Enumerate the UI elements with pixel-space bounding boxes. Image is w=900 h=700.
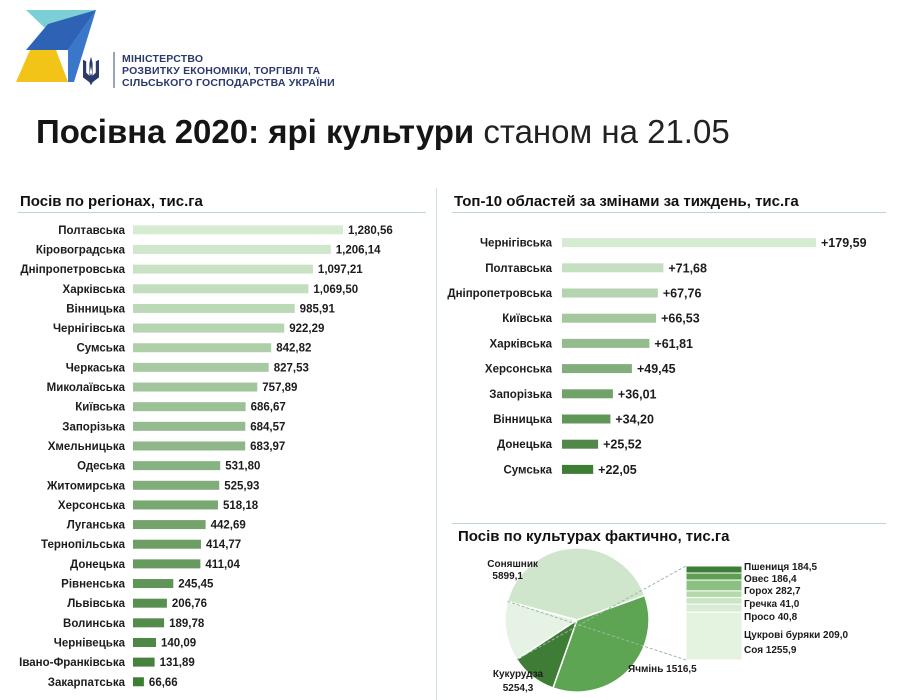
- region-bar: [133, 363, 269, 372]
- region-value-label: 827,53: [273, 362, 309, 375]
- region-label: Херсонська: [57, 499, 125, 512]
- top10-bar: [562, 364, 632, 373]
- breakdown-label: Соя 1255,9: [744, 645, 797, 656]
- region-bar: [133, 559, 200, 568]
- top10-label: Вінницька: [493, 414, 552, 426]
- region-label: Дніпропетровська: [20, 264, 125, 277]
- top10-label: Полтавська: [485, 262, 552, 275]
- top10-bar: [562, 263, 663, 272]
- breakdown-label: Овес 186,4: [744, 574, 797, 585]
- top10-value-label: +25,52: [603, 437, 642, 452]
- region-value-label: 442,69: [210, 519, 246, 532]
- region-label: Волинська: [63, 617, 125, 630]
- breakdown-segment: [686, 580, 742, 591]
- top10-bar: [562, 289, 658, 298]
- breakdown-segment: [686, 604, 742, 612]
- region-label: Одеська: [77, 460, 125, 473]
- region-value-label: 140,09: [160, 637, 197, 650]
- region-label: Чернігівська: [52, 323, 125, 336]
- top10-label: Херсонська: [484, 363, 552, 376]
- region-value-label: 1,280,56: [348, 224, 393, 237]
- region-bar: [133, 265, 313, 274]
- top10-bar: [562, 314, 656, 323]
- region-bar: [133, 402, 246, 411]
- slice-label-sunflower-name: Соняшник: [487, 559, 538, 570]
- slice-label-sunflower-value: 5899,1: [492, 571, 523, 582]
- region-label: Вінницька: [66, 303, 125, 316]
- breakdown-segment: [686, 566, 742, 573]
- top10-value-label: +67,76: [662, 286, 702, 301]
- top10-value-label: +179,59: [821, 236, 867, 251]
- region-bar: [133, 461, 220, 470]
- region-label: Київська: [75, 401, 125, 414]
- region-bar: [133, 540, 201, 549]
- breakdown-label: Просо 40,8: [744, 612, 798, 623]
- top10-value-label: +61,81: [654, 336, 694, 351]
- region-label: Хмельницька: [47, 440, 125, 453]
- region-label: Житомирська: [46, 480, 125, 493]
- breakdown-label: Гречка 41,0: [744, 599, 800, 610]
- region-label: Тернопільська: [41, 539, 125, 552]
- region-value-label: 245,45: [178, 578, 214, 591]
- region-bar: [133, 225, 343, 234]
- top10-label: Сумська: [503, 464, 552, 477]
- region-bar: [133, 618, 164, 627]
- top10-label: Чернігівська: [479, 237, 552, 250]
- region-bar: [133, 658, 155, 667]
- top10-value-label: +71,68: [668, 261, 707, 276]
- top10-value-label: +22,05: [598, 462, 637, 477]
- top10-value-label: +34,20: [615, 412, 654, 427]
- region-value-label: 985,91: [299, 303, 335, 316]
- region-label: Полтавська: [58, 224, 125, 237]
- top10-value-label: +36,01: [617, 387, 657, 402]
- top10-label: Харківська: [489, 338, 552, 351]
- region-label: Івано-Франківська: [19, 657, 125, 670]
- region-bar: [133, 422, 245, 431]
- region-bar: [133, 343, 271, 352]
- page-title-bold: Посівна 2020: ярі культури: [36, 113, 475, 150]
- ministry-line-3: СІЛЬСЬКОГО ГОСПОДАРСТВА УКРАЇНИ: [122, 77, 335, 89]
- region-bar: [133, 677, 144, 686]
- region-value-label: 684,57: [250, 421, 286, 434]
- region-label: Закарпатська: [47, 676, 125, 689]
- region-value-label: 411,04: [205, 558, 240, 571]
- region-label: Харківська: [62, 283, 125, 296]
- region-label: Рівненська: [61, 578, 125, 591]
- region-bar: [133, 441, 245, 450]
- slice-label-corn-name: Кукурудза: [492, 669, 544, 680]
- region-bar: [133, 638, 156, 647]
- crops-chart-title: Посів по культурах фактично, тис.га: [458, 528, 730, 545]
- region-value-label: 131,89: [159, 657, 195, 670]
- top10-bar: [562, 339, 649, 348]
- region-value-label: 683,97: [250, 440, 286, 453]
- top10-bar: [562, 389, 613, 398]
- region-label: Донецька: [70, 558, 125, 571]
- region-bar: [133, 481, 219, 490]
- region-value-label: 842,82: [276, 342, 312, 355]
- region-label: Запорізька: [62, 421, 125, 434]
- region-bar: [133, 245, 331, 254]
- region-bar: [133, 324, 284, 333]
- slice-label-corn-value: 5254,3: [502, 683, 534, 694]
- ministry-line-2: РОЗВИТКУ ЕКОНОМІКИ, ТОРГІВЛІ ТА: [122, 65, 321, 77]
- breakdown-label: Цукрові буряки 209,0: [744, 630, 849, 641]
- region-value-label: 531,80: [225, 460, 261, 473]
- ministry-line-1: МІНІСТЕРСТВО: [122, 53, 204, 65]
- region-value-label: 525,93: [224, 480, 260, 493]
- region-label: Львівська: [67, 598, 125, 611]
- region-value-label: 922,29: [289, 323, 325, 336]
- region-value-label: 1,069,50: [313, 283, 359, 296]
- breakdown-segment: [686, 612, 742, 660]
- breakdown-label: Горох 282,7: [744, 586, 801, 597]
- region-label: Сумська: [76, 342, 125, 355]
- slice-label-barley: Ячмінь 1516,5: [628, 664, 697, 675]
- top10-label: Дніпропетровська: [447, 288, 552, 300]
- page-title-date: станом на 21.05: [483, 113, 730, 150]
- region-value-label: 66,66: [148, 676, 178, 689]
- top10-bar: [562, 440, 598, 449]
- region-label: Луганська: [66, 519, 125, 532]
- breakdown-segment: [686, 598, 742, 605]
- region-value-label: 686,67: [250, 401, 286, 414]
- region-value-label: 206,76: [171, 598, 208, 611]
- region-label: Миколаївська: [46, 382, 125, 395]
- top10-bar: [562, 415, 610, 424]
- region-label: Чернівецька: [53, 637, 125, 650]
- region-value-label: 189,78: [169, 617, 205, 630]
- top10-value-label: +66,53: [661, 311, 700, 326]
- region-bar: [133, 500, 218, 509]
- breakdown-label: Пшениця 184,5: [744, 562, 818, 573]
- top10-bar: [562, 238, 816, 247]
- region-label: Кіровоградська: [35, 244, 125, 257]
- regions-chart-title: Посів по регіонах, тис.га: [20, 193, 203, 210]
- top10-label: Запорізька: [489, 388, 552, 401]
- region-label: Черкаська: [65, 362, 125, 375]
- region-bar: [133, 520, 206, 529]
- breakdown-segment: [686, 591, 742, 598]
- region-bar: [133, 284, 308, 293]
- region-value-label: 1,206,14: [335, 244, 381, 257]
- region-bar: [133, 599, 167, 608]
- region-bar: [133, 383, 257, 392]
- top10-chart-title: Топ-10 областей за змінами за тиждень, тис.га: [454, 193, 799, 210]
- breakdown-segment: [686, 573, 742, 580]
- region-bar: [133, 304, 295, 313]
- top10-label: Донецька: [497, 439, 552, 452]
- top10-bar: [562, 465, 593, 474]
- region-value-label: 518,18: [222, 499, 259, 512]
- region-value-label: 757,89: [262, 382, 298, 395]
- region-bar: [133, 579, 173, 588]
- region-value-label: 414,77: [206, 539, 242, 552]
- region-value-label: 1,097,21: [317, 264, 363, 277]
- top10-value-label: +49,45: [636, 362, 676, 377]
- top10-label: Київська: [502, 313, 552, 326]
